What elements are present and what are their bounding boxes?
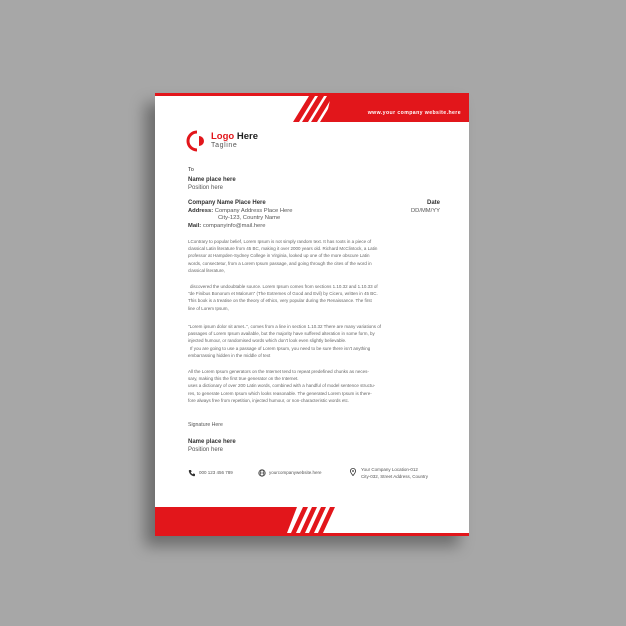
company-address [188,208,292,214]
logo-title [211,131,258,142]
footer-bar [155,500,469,536]
body-line: LContrary to popular belief, Lorem Ipsum is not simply random text. It has roots in a piece of [188,239,372,244]
recipient-name: Name place here [188,177,236,183]
footer-red-band [155,507,297,533]
body-line: classical literature, [188,267,226,273]
address-label: Address: [188,208,214,214]
header-website: www.your company website.here [367,110,461,116]
body-line: professor at Hampden-Sydney College in Virginia, looked up one of the more obscure Latin [188,253,370,259]
body-line: uses a dictionary of over 200 Latin words, combined with a handful of model sentence structu- [188,383,376,389]
signature-position: Position here [188,447,224,453]
footer-location-line-1: Your Company Location-012 [361,467,418,472]
body-line: If you are going to use a passage of Lorem Ipsum, you need to be sure there isn't anything [190,345,371,351]
body-line: "de Finibus Bonorum et Malorum" (The Extremes of Good and Evil) by Cicero, written in 45 BC. [188,291,378,297]
address-line-1: Company Address Place Here [214,208,293,214]
body-line: fore always free from repetition, injected humour, or non-characteristic words etc. [188,397,350,403]
body-line: classical Latin literature from 45 BC, making it over 2000 years old. Richard McClintock, a Latin [188,246,378,252]
footer-website: yourcompanywebsite.here [269,470,322,475]
mail-label: Mail: [188,223,202,229]
body-line: line of Lorem Ipsum, [188,305,229,311]
body-line: embarrassing hidden in the middle of text [188,352,271,358]
body-paragraph-1 [188,238,442,274]
footer-location [361,467,428,480]
body-line: sary, making this the first true generator on the Internet. [188,376,299,382]
signature-name: Name place here [188,439,236,445]
body-paragraph-2 [188,283,442,312]
logo-mark-icon [186,130,208,152]
header-thin-line [155,93,469,96]
location-pin-icon [349,468,357,476]
logo-tagline: Tagline [211,142,238,149]
logo [186,130,286,156]
to-label: To [188,167,194,173]
body-line: passages of Lorem Ipsum available, but the majority have suffered alteration in some form, by [188,331,375,337]
footer-thin-line [155,533,469,536]
logo-title-rest: Here [236,131,258,142]
signature-label: Signature Here [188,422,223,428]
date-label: Date [426,200,440,206]
date-value: DD/MM/YY [411,208,440,214]
header-red-band [325,96,469,122]
footer-location-line-2: City-032, Street Address, Country [361,473,429,479]
address-line-2: City-123, Country Name [218,215,281,221]
body-line: All the Lorem Ipsum generators on the Internet tend to repeat predefined chunks as neces- [188,369,369,374]
letterhead-page [155,93,469,536]
body-line: "Lorem ipsum dolor sit amet..", comes from a line in section 1.10.32 There are many variations of [188,324,381,329]
body-line: This book is a treatise on the theory of ethics, very popular during the Renaissance. The first [188,298,372,304]
company-name: Company Name Place Here [188,200,266,206]
body-line: injected humour, or randomised words which don't look even slightly believable. [188,338,347,344]
phone-icon [188,469,196,477]
company-mail [188,223,265,229]
mail-value: companyinfo@mail.here [202,223,266,229]
body-paragraph-3 [188,323,442,359]
body-line: res, to generate Lorem Ipsum which looks reasonable. The generated Lorem Ipsum is there- [188,390,372,396]
body-line: discovered the undoubtable source. Lorem Ipsum comes from sections 1.10.32 and 1.10.33 of [190,284,378,289]
logo-title-main: Logo [211,131,235,142]
body-line: words, consectetur, from a Lorem Ipsum passage, and going through the cites of the word in [188,260,372,266]
footer-phone: 000 123 456 789 [199,470,233,475]
body-paragraph-4 [188,368,442,404]
recipient-position: Position here [188,185,224,191]
globe-icon [258,469,266,477]
